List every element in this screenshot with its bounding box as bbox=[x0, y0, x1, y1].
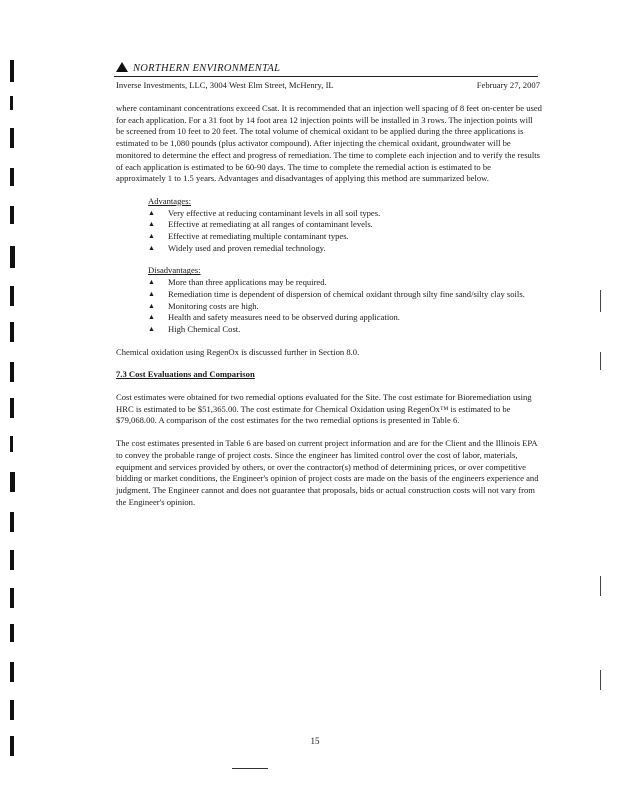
triangle-bullet-icon: ▲ bbox=[148, 324, 155, 333]
scan-tick bbox=[600, 352, 601, 370]
header-rule bbox=[114, 76, 538, 77]
cost-paragraph-2: The cost estimates presented in Table 6 are based on current project information and are for the Client and the Illinois EPA to convey the probable range of project costs. Since the engineer has limited control over the cost of labor, materials, equipment and services provided by others, or over the contractor(s) method of determining prices, or over competitive bidding or market conditions, the Engineer's opinion of project costs are made on the basis of the engineers experience and judgment. The Engineer cannot and does not guarantee that proposals, bids or actual construction costs will not vary from the Engineer's opinion. bbox=[116, 438, 539, 507]
scan-mark bbox=[10, 436, 13, 452]
footer-mark bbox=[232, 768, 268, 769]
scan-mark bbox=[10, 512, 14, 532]
scan-mark bbox=[10, 362, 14, 382]
scan-mark bbox=[10, 662, 14, 682]
list-item: ▲ Widely used and proven remedial technology. bbox=[148, 242, 326, 253]
list-item: ▲ Very effective at reducing contaminant levels in all soil types. bbox=[148, 207, 381, 218]
scan-tick bbox=[600, 290, 601, 312]
triangle-logo-icon bbox=[116, 62, 128, 72]
list-item: ▲ Effective at remediating multiple contaminant types. bbox=[148, 231, 349, 242]
client-address: Inverse Investments, LLC, 3004 West Elm Street, McHenry, IL bbox=[116, 80, 334, 90]
list-item: ▲ Health and safety measures need to be observed during application. bbox=[148, 312, 400, 323]
list-item: ▲ High Chemical Cost. bbox=[148, 323, 241, 334]
company-name: NORTHERN ENVIRONMENTAL bbox=[133, 63, 281, 74]
triangle-bullet-icon: ▲ bbox=[148, 232, 155, 241]
scan-mark bbox=[10, 472, 15, 492]
scan-mark bbox=[10, 128, 14, 148]
cost-paragraph-1: Cost estimates were obtained for two remedial options evaluated for the Site. The cost estimate for Bioremediation using HRC is estimated to be $51,365.00. The cost estimate for Chemical Oxidation using RegenOx™ is estimated to be $79,068.00. A comparison of the cost estimates for the two remedial options is presented in Table 6. bbox=[116, 392, 532, 426]
scan-mark bbox=[10, 588, 14, 608]
regenox-note: Chemical oxidation using RegenOx is discussed further in Section 8.0. bbox=[116, 346, 360, 357]
triangle-bullet-icon: ▲ bbox=[148, 208, 155, 217]
scan-mark bbox=[10, 206, 14, 224]
page-number: 15 bbox=[310, 736, 320, 746]
scan-mark bbox=[10, 700, 14, 720]
scan-tick bbox=[600, 670, 601, 690]
triangle-bullet-icon: ▲ bbox=[148, 278, 155, 287]
intro-paragraph: where contaminant concentrations exceed Csat. It is recommended that an injection well spacing of 8 feet on-center be used for each application. For a 31 foot by 14 foot area 12 injection points will be installed in 3 rows. The injection points will be screened from 10 feet to 20 feet. The total volume of chemical oxidant to be applied during the three applications is estimated to be 1,080 pounds (plus activator compound). After injecting the chemical oxidant, groundwater will be monitored to determine the effect and progress of remediation. The time to complete each injection and to verify the results of each application is estimated to be 60-90 days. The time to complete the remedial action is estimated to be approximately 1 to 1.5 years. Advantages and disadvantages of applying this method are summarized below. bbox=[116, 103, 542, 184]
list-item: ▲ Monitoring costs are high. bbox=[148, 300, 259, 311]
list-item: ▲ More than three applications may be required. bbox=[148, 277, 327, 288]
advantages-title: Advantages: bbox=[148, 195, 191, 206]
list-item: ▲ Remediation time is dependent of dispersion of chemical oxidant through silty fine sand/silty clay soils. bbox=[148, 288, 525, 299]
list-item: ▲ Effective at remediating at all ranges of contaminant levels. bbox=[148, 219, 373, 230]
scan-mark bbox=[10, 168, 14, 186]
triangle-bullet-icon: ▲ bbox=[148, 220, 155, 229]
document-date: February 27, 2007 bbox=[476, 80, 540, 90]
scan-mark bbox=[10, 736, 14, 756]
scan-mark bbox=[10, 322, 14, 342]
document-body bbox=[116, 103, 542, 519]
scan-mark bbox=[10, 96, 13, 110]
disadvantages-section bbox=[148, 265, 542, 335]
section-heading: 7.3 Cost Evaluations and Comparison bbox=[116, 369, 255, 380]
scan-mark bbox=[10, 398, 14, 418]
scan-tick bbox=[600, 576, 601, 596]
company-logo bbox=[116, 62, 280, 74]
triangle-bullet-icon: ▲ bbox=[148, 243, 155, 252]
triangle-bullet-icon: ▲ bbox=[148, 301, 155, 310]
scan-mark bbox=[10, 246, 15, 268]
disadvantages-title: Disadvantages: bbox=[148, 265, 201, 276]
disadvantages-list bbox=[148, 277, 542, 336]
scan-mark bbox=[10, 550, 14, 570]
header-subline bbox=[116, 80, 540, 90]
triangle-bullet-icon: ▲ bbox=[148, 289, 155, 298]
advantages-section bbox=[148, 196, 542, 255]
scan-mark bbox=[10, 60, 14, 82]
advantages-list bbox=[148, 208, 542, 255]
scan-mark bbox=[10, 624, 14, 642]
scan-mark bbox=[10, 286, 14, 306]
triangle-bullet-icon: ▲ bbox=[148, 313, 155, 322]
